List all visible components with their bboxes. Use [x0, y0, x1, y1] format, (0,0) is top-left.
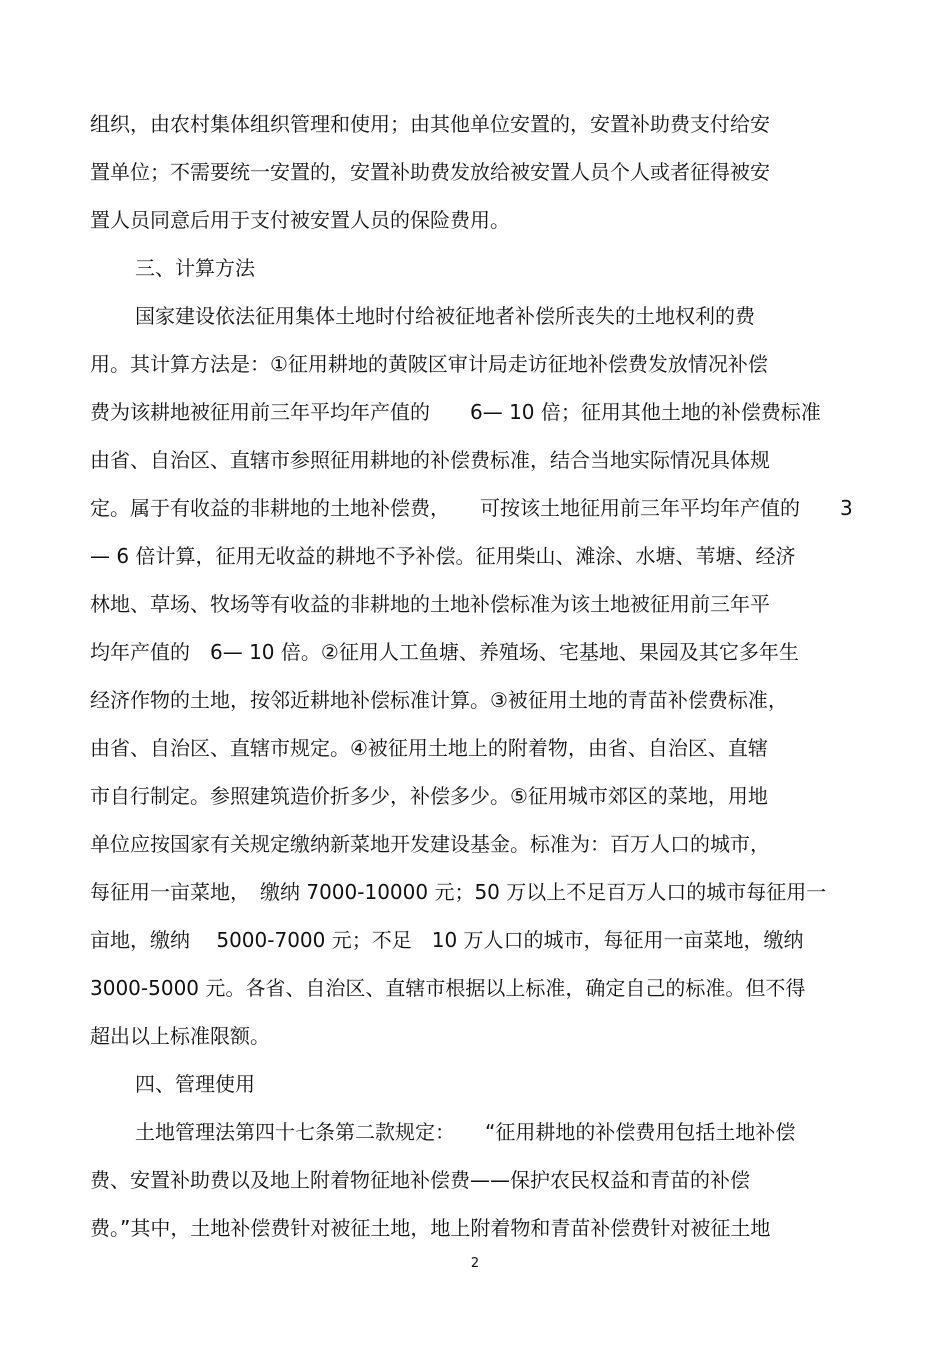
- paragraph-line: 市自行制定。参照建筑造价折多少，补偿多少。⑤征用城市郊区的菜地，用地: [90, 784, 768, 808]
- paragraph-line: 费。”其中，土地补偿费针对被征土地，地上附着物和青苗补偿费针对被征土地: [90, 1216, 771, 1240]
- paragraph-line: 单位应按国家有关规定缴纳新菜地开发建设基金。标准为：百万人口的城市，: [90, 832, 770, 856]
- paragraph-line: 由省、自治区、直辖市规定。④被征用土地上的附着物，由省、自治区、直辖: [90, 736, 768, 760]
- paragraph-line: 国家建设依法征用集体土地时付给被征地者补偿所丧失的土地权利的费: [135, 304, 755, 328]
- paragraph-line: 土地管理法第四十七条第二款规定： “征用耕地的补偿费用包括土地补偿: [135, 1120, 796, 1144]
- paragraph-line: 每征用一亩菜地， 缴纳 7000-10000 元；50 万以上不足百万人口的城市每征用一: [90, 880, 827, 904]
- paragraph-line: 超出以上标准限额。: [90, 1024, 270, 1048]
- paragraph-line: 用。其计算方法是：①征用耕地的黄陂区审计局走访征地补偿费发放情况补偿: [90, 352, 768, 376]
- paragraph-line: 经济作物的土地，按邻近耕地补偿标准计算。③被征用土地的青苗补偿费标准，: [90, 688, 788, 712]
- paragraph-line: 均年产值的 6— 10 倍。②征用人工鱼塘、养殖场、宅基地、果园及其它多年生: [90, 640, 799, 664]
- paragraph-line: 由省、自治区、直辖市参照征用耕地的补偿费标准，结合当地实际情况具体规: [90, 448, 770, 472]
- paragraph-line: 置人员同意后用于支付被安置人员的保险费用。: [90, 208, 510, 232]
- paragraph-line: 定。属于有收益的非耕地的土地补偿费， 可按该土地征用前三年平均年产值的 3: [90, 496, 853, 520]
- paragraph-line: 费为该耕地被征用前三年平均年产值的 6— 10 倍；征用其他土地的补偿费标准: [90, 400, 821, 424]
- section-heading: 四、管理使用: [135, 1072, 255, 1096]
- paragraph-line: — 6 倍计算，征用无收益的耕地不予补偿。征用柴山、滩涂、水塘、苇塘、经济: [90, 544, 796, 568]
- section-heading: 三、计算方法: [135, 256, 255, 280]
- paragraph-line: 3000-5000 元。各省、自治区、直辖市根据以上标准，确定自己的标准。但不得: [90, 976, 806, 1000]
- paragraph-line: 置单位；不需要统一安置的，安置补助费发放给被安置人员个人或者征得被安: [90, 160, 770, 184]
- paragraph-line: 林地、草场、牧场等有收益的非耕地的土地补偿标准为该土地被征用前三年平: [90, 592, 770, 616]
- paragraph-line: 组织，由农村集体组织管理和使用；由其他单位安置的，安置补助费支付给安: [90, 112, 770, 136]
- page-number: 2: [470, 1256, 480, 1271]
- paragraph-line: 亩地，缴纳 5000-7000 元；不足 10 万人口的城市，每征用一亩菜地，缴纳: [90, 928, 804, 952]
- paragraph-line: 费、安置补助费以及地上附着物征地补偿费——保护农民权益和青苗的补偿: [90, 1168, 750, 1192]
